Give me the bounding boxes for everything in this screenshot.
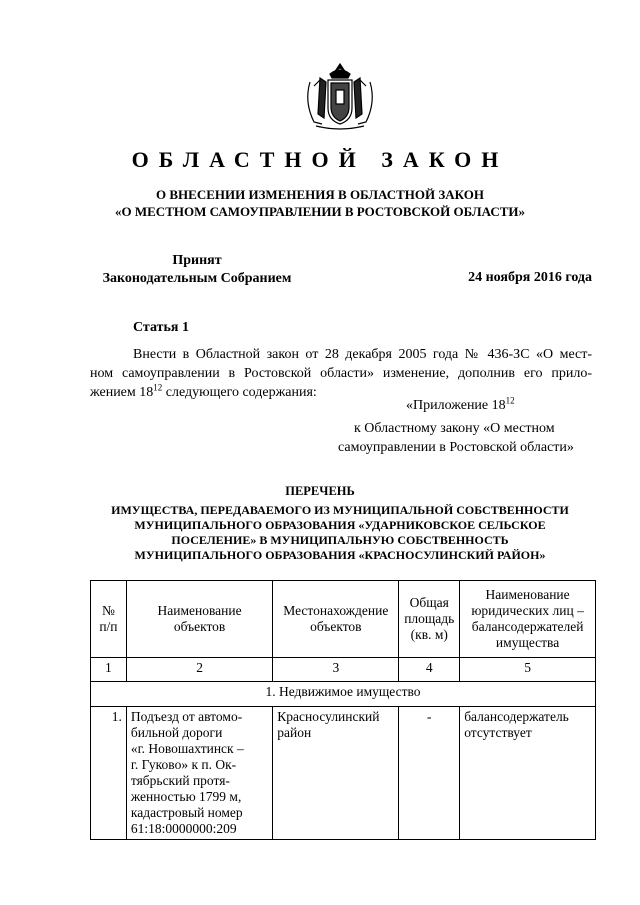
cell-line: район <box>277 725 312 740</box>
header-text: юридических лиц – <box>471 603 584 618</box>
cell-line: Красносулинский <box>277 709 380 724</box>
article-text-fragment: следующего содержания: <box>162 385 317 400</box>
adoption-label: Принят <box>172 253 222 268</box>
cell-line: отсутствует <box>464 725 532 740</box>
header-text: Наименование <box>485 587 570 602</box>
column-number-cell: 1 <box>91 658 127 682</box>
list-subtitle-line: МУНИЦИПАЛЬНОГО ОБРАЗОВАНИЯ «КРАСНОСУЛИНСКИЙ РАЙОН» <box>134 548 546 562</box>
list-subtitle-line: МУНИЦИПАЛЬНОГО ОБРАЗОВАНИЯ «УДАРНИКОВСКОЕ СЕЛЬСКОЕ <box>134 518 546 532</box>
location-cell <box>273 707 399 840</box>
column-number-row <box>91 658 596 682</box>
header-text: № <box>101 603 115 618</box>
property-table <box>90 580 596 840</box>
header-text: (кв. м) <box>410 627 448 642</box>
subtitle-line: «О МЕСТНОМ САМОУПРАВЛЕНИИ В РОСТОВСКОЙ ОБЛАСТИ» <box>115 204 525 219</box>
cell-line: Подъезд от автомо- <box>130 709 243 724</box>
appendix-line: самоуправлении в Ростовской области» <box>338 440 574 455</box>
column-number-cell: 3 <box>273 658 399 682</box>
list-subtitle <box>80 503 600 563</box>
appendix-label-text: «Приложение 18 <box>406 398 506 413</box>
cell-line: кадастровый номер <box>130 805 243 820</box>
cell-line: бильной дороги <box>130 725 223 740</box>
header-cell-location <box>273 581 399 658</box>
appendix-line: к Областному закону «О местном <box>354 421 555 436</box>
column-number-cell: 4 <box>399 658 460 682</box>
header-cell-area <box>399 581 460 658</box>
article-title: Статья 1 <box>133 320 189 335</box>
appendix-label <box>300 396 596 415</box>
adoption-body: Законодательным Собранием <box>102 271 292 286</box>
appendix-header <box>300 396 596 457</box>
cell-line: балансодержатель <box>464 709 569 724</box>
header-cell-number <box>91 581 127 658</box>
header-text: объектов <box>310 619 362 634</box>
article-text-fragment: жением 18 <box>90 385 154 400</box>
coat-of-arms-emblem <box>300 62 380 132</box>
row-number-cell: 1. <box>91 707 127 840</box>
header-text: Местонахождение <box>283 603 389 618</box>
cell-line: 61:18:0000000:209 <box>130 821 237 836</box>
document-type-title: ОБЛАСТНОЙ ЗАКОН <box>131 147 509 172</box>
header-text: п/п <box>99 619 118 634</box>
header-text: объектов <box>173 619 226 634</box>
header-text: балансодержателей <box>471 619 584 634</box>
list-subtitle-line: ИМУЩЕСТВА, ПЕРЕДАВАЕМОГО ИЗ МУНИЦИПАЛЬНОЙ СОБСТВЕННОСТИ <box>111 503 569 517</box>
header-text: Наименование <box>157 603 242 618</box>
holder-cell <box>460 707 596 840</box>
object-name-cell <box>126 707 272 840</box>
column-number-cell: 5 <box>460 658 596 682</box>
subtitle-line: О ВНЕСЕНИИ ИЗМЕНЕНИЯ В ОБЛАСТНОЙ ЗАКОН <box>156 187 484 202</box>
superscript: 12 <box>505 395 515 406</box>
cell-line: «г. Новошахтинск – <box>130 741 244 756</box>
cell-line: тябрьский протя- <box>130 773 230 788</box>
table-header-row <box>91 581 596 658</box>
superscript: 12 <box>153 382 163 393</box>
cell-line: женностью 1799 м, <box>130 789 242 804</box>
column-number-cell: 2 <box>126 658 272 682</box>
header-text: площадь <box>404 611 455 626</box>
header-cell-holder <box>460 581 596 658</box>
header-text: Общая <box>409 595 449 610</box>
header-cell-name <box>126 581 272 658</box>
article-text <box>90 345 592 402</box>
header-text: имущества <box>495 635 560 650</box>
section-heading: 1. Недвижимое имущество <box>91 682 596 707</box>
adoption-block <box>92 252 302 288</box>
article-line: Внести в Областной закон от 28 декабря 2005 года № 436-ЗС «О мест- <box>133 347 592 362</box>
section-row <box>91 682 596 707</box>
area-cell: - <box>399 707 460 840</box>
list-title: ПЕРЕЧЕНЬ <box>285 484 355 498</box>
document-subtitle <box>60 186 580 220</box>
list-subtitle-line: ПОСЕЛЕНИЕ» В МУНИЦИПАЛЬНУЮ СОБСТВЕННОСТЬ <box>171 533 509 547</box>
adoption-date: 24 ноября 2016 года <box>468 270 592 285</box>
cell-line: г. Гуково» к п. Ок- <box>130 757 237 772</box>
table-row <box>91 707 596 840</box>
article-line: ном самоуправлении в Ростовской области» изменение, дополнив его прило- <box>90 366 592 381</box>
